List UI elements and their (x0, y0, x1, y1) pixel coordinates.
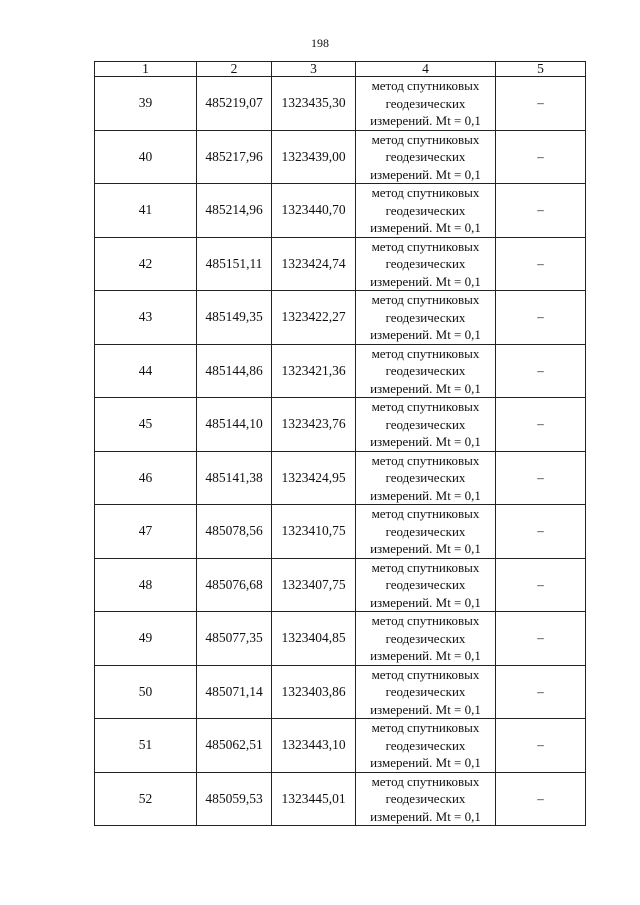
method-text-line2: геодезических (385, 416, 466, 432)
x-coordinate-cell: 485062,51 (197, 719, 272, 773)
point-number-cell: 43 (95, 291, 197, 345)
method-cell (356, 291, 496, 345)
method-text-line2: геодезических (385, 363, 466, 378)
x-coordinate-cell: 485144,86 (197, 344, 272, 398)
table-row (95, 398, 586, 452)
y-coordinate-cell: 1323424,95 (272, 451, 356, 505)
method-text-line2: геодезических (385, 577, 466, 592)
table-row (95, 558, 586, 612)
header-col-5: 5 (496, 62, 586, 77)
table-row (95, 719, 586, 773)
method-cell (356, 612, 496, 666)
y-coordinate-cell: 1323439,00 (272, 130, 356, 184)
method-text-line3: измерений. Mt = 0,1 (370, 327, 481, 342)
x-coordinate-cell: 485217,96 (197, 130, 272, 184)
method-text-line1: метод спутниковых (371, 78, 480, 93)
method-text-line2: геодезических (385, 737, 466, 753)
method-text-line2: геодезических (385, 630, 466, 646)
x-coordinate-cell: 485071,14 (197, 665, 272, 719)
method-cell (356, 130, 496, 184)
x-coordinate-cell: 485076,68 (197, 558, 272, 612)
method-text-line1: метод спутниковых (371, 506, 480, 521)
y-coordinate-cell: 1323407,75 (272, 558, 356, 612)
point-number-cell: 40 (95, 130, 197, 184)
y-coordinate-cell: 1323443,10 (272, 719, 356, 773)
method-text-line1: метод спутниковых (371, 292, 480, 307)
table-row (95, 772, 586, 826)
description-cell: – (496, 344, 586, 398)
method-text-line3: измерений. Mt = 0,1 (370, 273, 481, 289)
y-coordinate-cell: 1323445,01 (272, 772, 356, 826)
point-number-cell: 48 (95, 558, 197, 612)
table-header-row (95, 62, 586, 77)
y-coordinate-cell: 1323404,85 (272, 612, 356, 666)
x-coordinate-cell: 485078,56 (197, 505, 272, 559)
point-number-cell: 52 (95, 772, 197, 826)
header-col-4: 4 (356, 62, 496, 77)
method-text-line1: метод спутниковых (371, 131, 480, 147)
table-row (95, 130, 586, 184)
method-text-line3: измерений. Mt = 0,1 (370, 434, 481, 449)
description-cell: – (496, 612, 586, 666)
method-text-line3: измерений. Mt = 0,1 (370, 541, 481, 556)
description-cell: – (496, 398, 586, 452)
y-coordinate-cell: 1323424,74 (272, 237, 356, 291)
method-text-line2: геодезических (385, 202, 466, 218)
x-coordinate-cell: 485077,35 (197, 612, 272, 666)
y-coordinate-cell: 1323423,76 (272, 398, 356, 452)
method-cell (356, 344, 496, 398)
method-cell (356, 237, 496, 291)
method-text-line3: измерений. Mt = 0,1 (370, 380, 481, 396)
point-number-cell: 42 (95, 237, 197, 291)
method-text-line1: метод спутниковых (371, 238, 480, 254)
table-body (95, 77, 586, 826)
method-text-line1: метод спутниковых (371, 720, 480, 735)
method-text-line1: метод спутниковых (371, 399, 480, 414)
method-text-line2: геодезических (385, 309, 466, 325)
description-cell: – (496, 558, 586, 612)
table-row (95, 237, 586, 291)
description-cell: – (496, 451, 586, 505)
table-row (95, 451, 586, 505)
table-row (95, 77, 586, 131)
method-cell (356, 558, 496, 612)
table-row (95, 505, 586, 559)
point-number-cell: 51 (95, 719, 197, 773)
method-cell (356, 772, 496, 826)
method-text-line1: метод спутниковых (371, 559, 480, 575)
method-text-line2: геодезических (385, 470, 466, 485)
point-number-cell: 46 (95, 451, 197, 505)
x-coordinate-cell: 485219,07 (197, 77, 272, 131)
point-number-cell: 47 (95, 505, 197, 559)
x-coordinate-cell: 485151,11 (197, 237, 272, 291)
description-cell: – (496, 505, 586, 559)
y-coordinate-cell: 1323403,86 (272, 665, 356, 719)
table-row (95, 344, 586, 398)
y-coordinate-cell: 1323435,30 (272, 77, 356, 131)
y-coordinate-cell: 1323422,27 (272, 291, 356, 345)
method-cell (356, 719, 496, 773)
method-text-line1: метод спутниковых (371, 613, 480, 628)
method-text-line2: геодезических (385, 95, 466, 111)
method-text-line2: геодезических (385, 256, 466, 271)
method-text-line3: измерений. Mt = 0,1 (370, 701, 481, 717)
point-number-cell: 45 (95, 398, 197, 452)
method-text-line1: метод спутниковых (371, 185, 480, 200)
method-cell (356, 505, 496, 559)
description-cell: – (496, 237, 586, 291)
coordinates-table (94, 61, 586, 826)
header-col-2: 2 (197, 62, 272, 77)
method-text-line3: измерений. Mt = 0,1 (370, 220, 481, 235)
description-cell: – (496, 719, 586, 773)
method-text-line1: метод спутниковых (371, 345, 480, 361)
description-cell: – (496, 184, 586, 238)
method-text-line3: измерений. Mt = 0,1 (370, 808, 481, 824)
method-text-line3: измерений. Mt = 0,1 (370, 113, 481, 128)
header-col-1: 1 (95, 62, 197, 77)
table-row (95, 291, 586, 345)
x-coordinate-cell: 485144,10 (197, 398, 272, 452)
description-cell: – (496, 291, 586, 345)
method-text-line2: геодезических (385, 523, 466, 539)
point-number-cell: 50 (95, 665, 197, 719)
table-row (95, 184, 586, 238)
method-cell (356, 184, 496, 238)
y-coordinate-cell: 1323410,75 (272, 505, 356, 559)
method-text-line3: измерений. Mt = 0,1 (370, 487, 481, 503)
point-number-cell: 44 (95, 344, 197, 398)
method-text-line2: геодезических (385, 149, 466, 164)
description-cell: – (496, 772, 586, 826)
x-coordinate-cell: 485059,53 (197, 772, 272, 826)
method-text-line3: измерений. Mt = 0,1 (370, 648, 481, 663)
method-text-line3: измерений. Mt = 0,1 (370, 755, 481, 770)
x-coordinate-cell: 485141,38 (197, 451, 272, 505)
point-number-cell: 49 (95, 612, 197, 666)
method-cell (356, 451, 496, 505)
method-text-line1: метод спутниковых (371, 452, 480, 468)
method-text-line2: геодезических (385, 791, 466, 806)
x-coordinate-cell: 485214,96 (197, 184, 272, 238)
method-text-line3: измерений. Mt = 0,1 (370, 594, 481, 610)
table-row (95, 665, 586, 719)
method-text-line1: метод спутниковых (371, 773, 480, 789)
description-cell: – (496, 130, 586, 184)
header-col-3: 3 (272, 62, 356, 77)
point-number-cell: 39 (95, 77, 197, 131)
table-row (95, 612, 586, 666)
method-cell (356, 665, 496, 719)
method-cell (356, 398, 496, 452)
x-coordinate-cell: 485149,35 (197, 291, 272, 345)
description-cell: – (496, 665, 586, 719)
point-number-cell: 41 (95, 184, 197, 238)
method-text-line1: метод спутниковых (371, 666, 480, 682)
y-coordinate-cell: 1323440,70 (272, 184, 356, 238)
method-text-line3: измерений. Mt = 0,1 (370, 166, 481, 182)
method-cell (356, 77, 496, 131)
y-coordinate-cell: 1323421,36 (272, 344, 356, 398)
method-text-line2: геодезических (385, 684, 466, 699)
description-cell: – (496, 77, 586, 131)
page-number: 198 (311, 36, 329, 50)
